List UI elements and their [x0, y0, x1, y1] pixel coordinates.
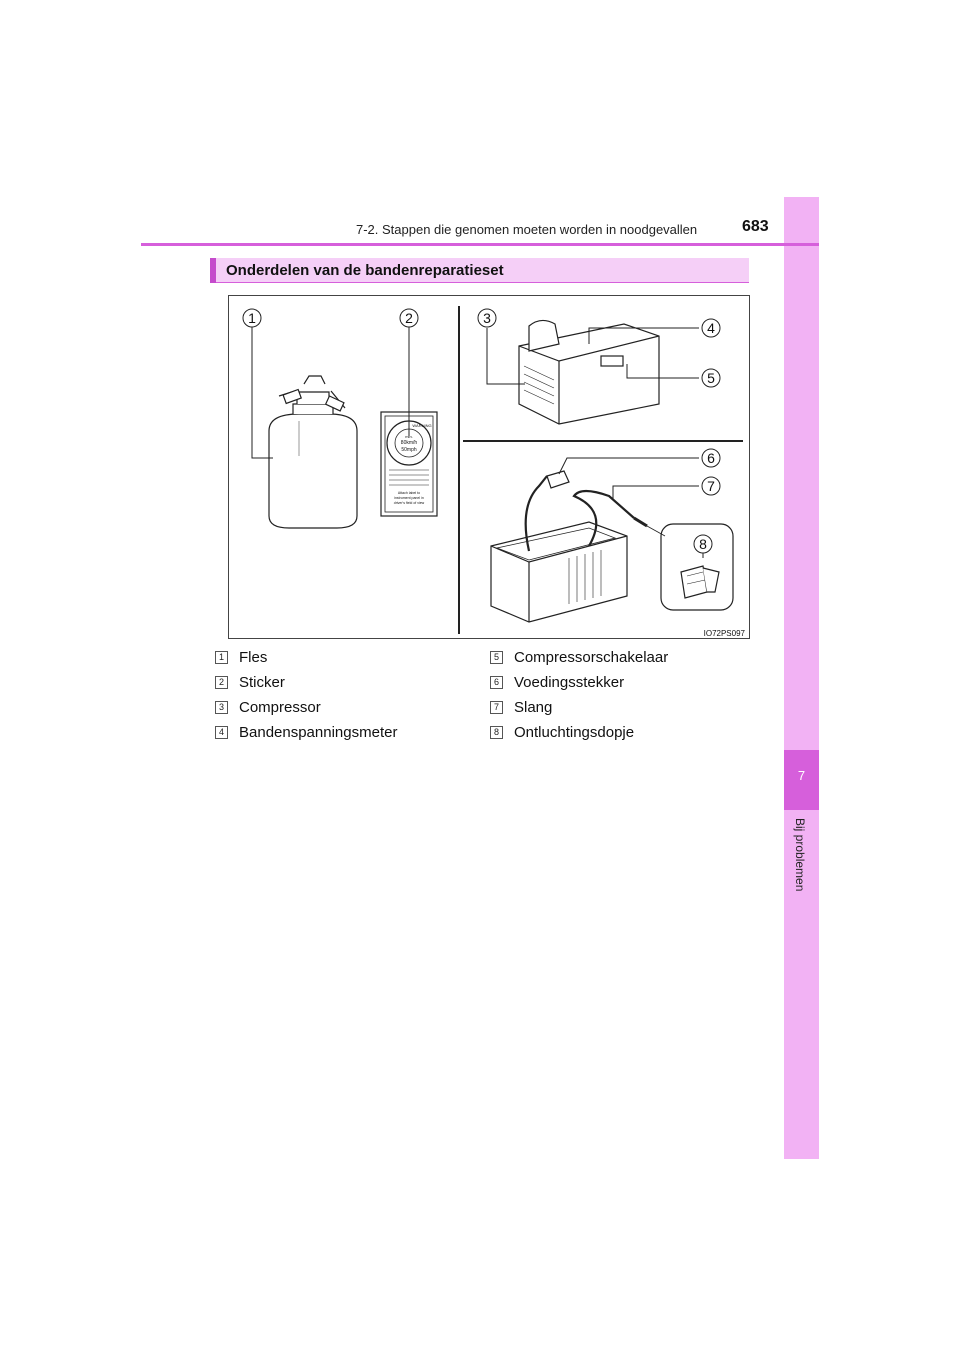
section-title: Onderdelen van de bandenreparatieset: [226, 262, 504, 279]
figure-illustration: [229, 296, 751, 640]
chapter-side-tab: [784, 197, 819, 1159]
figure-code: IO72PS097: [703, 629, 745, 638]
callout-2-label: 2: [405, 310, 413, 326]
header-rule: [141, 243, 819, 246]
section-title-accent: [210, 258, 216, 283]
legend-number: 8: [490, 726, 503, 739]
callout-1: [243, 309, 261, 327]
chapter-label: Bij problemen: [793, 818, 807, 892]
callout-2: [400, 309, 418, 327]
sticker-speed-kmh: 80km/h: [400, 440, 418, 446]
legend-label: Compressorschakelaar: [514, 648, 669, 666]
sticker-speed-mph: 50mph: [401, 447, 417, 453]
legend-label: Slang: [514, 698, 553, 716]
legend-number: 7: [490, 701, 503, 714]
legend-item-compressor: [215, 698, 321, 716]
callout-7: [702, 477, 720, 495]
legend-label: Compressor: [239, 698, 321, 716]
callout-6: [702, 449, 720, 467]
legend-item-compressor-switch: [490, 648, 668, 666]
bottle-illustration: [269, 376, 357, 528]
legend-number: 5: [490, 651, 503, 664]
callout-4-label: 4: [707, 320, 715, 336]
callout-5: [702, 369, 720, 387]
sticker-attach-line3: driver's field of view: [393, 501, 425, 505]
vent-cap-inset: [647, 524, 733, 610]
callout-1-label: 1: [248, 310, 256, 326]
legend-number: 4: [215, 726, 228, 739]
legend-item-hose: [490, 698, 552, 716]
sticker-attach-line1: Attach label to: [397, 491, 421, 495]
legend-item-pressure-gauge: [215, 723, 397, 741]
legend-number: 1: [215, 651, 228, 664]
legend-item-power-plug: [490, 673, 624, 691]
sticker-attach-line2: instrument panel in: [394, 496, 424, 500]
legend-label: Sticker: [239, 673, 285, 691]
legend-item-fles: [215, 648, 267, 666]
legend-item-sticker: [215, 673, 285, 691]
legend-number: 2: [215, 676, 228, 689]
callout-4: [702, 319, 720, 337]
legend-number: 3: [215, 701, 228, 714]
callout-8: [694, 535, 712, 553]
callout-7-label: 7: [707, 478, 715, 494]
sticker-warning: WARNING: [412, 423, 432, 428]
running-header: 7-2. Stappen die genomen moeten worden in noodgevallen: [356, 222, 698, 237]
compressor-cable-illustration: [491, 471, 647, 622]
callout-6-label: 6: [707, 450, 715, 466]
repair-kit-figure: [228, 295, 750, 639]
callout-3: [478, 309, 496, 327]
legend-label: Voedingsstekker: [514, 673, 625, 691]
sticker-min: min.: [405, 434, 413, 439]
legend-label: Ontluchtingsdopje: [514, 723, 635, 741]
page-number: 683: [742, 218, 769, 235]
callout-3-label: 3: [483, 310, 491, 326]
legend-label: Fles: [239, 648, 268, 666]
compressor-illustration: [519, 296, 659, 424]
legend-number: 6: [490, 676, 503, 689]
legend-label: Bandenspanningsmeter: [239, 723, 398, 741]
chapter-number: 7: [797, 768, 806, 783]
legend-item-vent-cap: [490, 723, 634, 741]
callout-5-label: 5: [707, 370, 715, 386]
callout-8-label: 8: [699, 536, 707, 552]
